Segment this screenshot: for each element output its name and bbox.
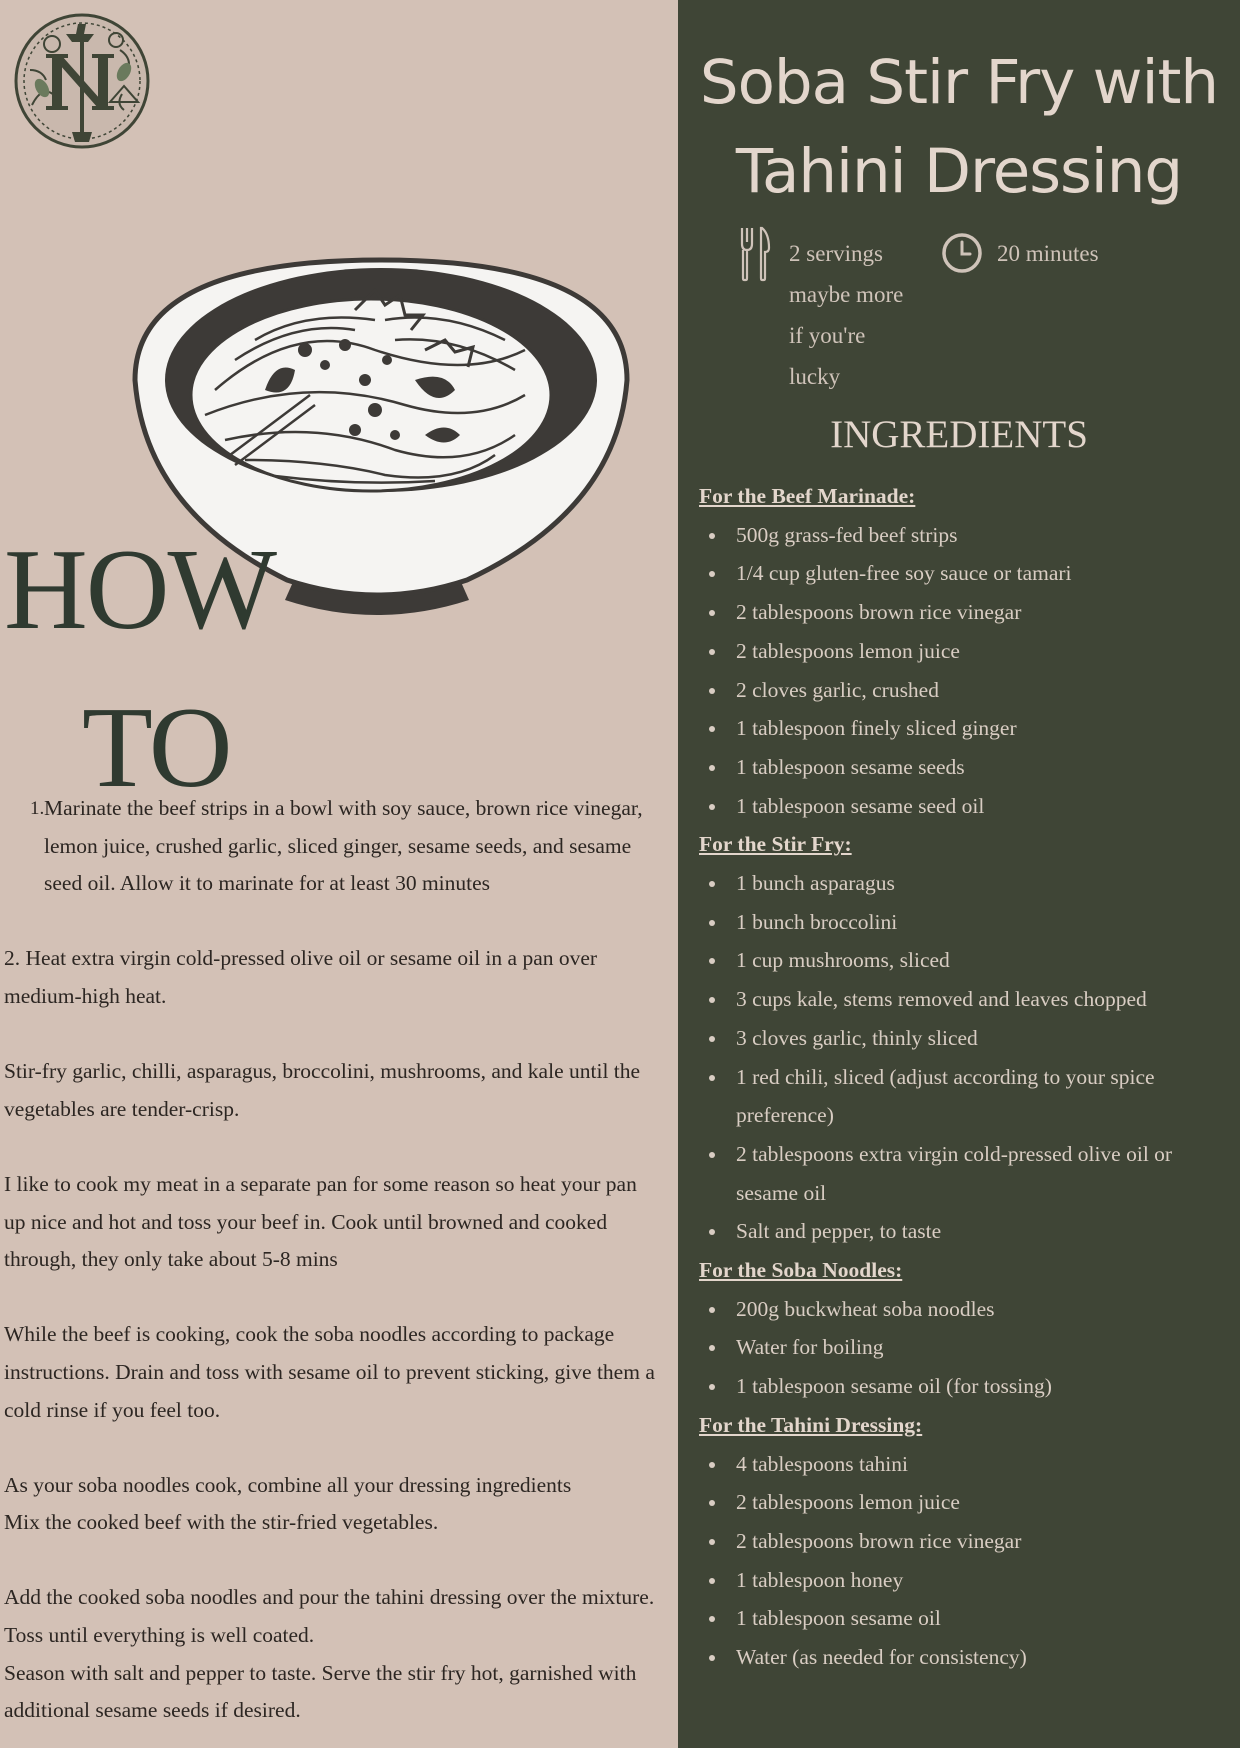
recipe-title-line-1: Soba Stir Fry with <box>699 47 1219 118</box>
servings-line-2: maybe more <box>789 282 904 307</box>
step-6-text-2: Mix the cooked beef with the stir-fried vegetables. <box>4 1510 439 1535</box>
list-item: 1 bunch asparagus <box>699 864 1219 903</box>
servings-line-4: lucky <box>789 364 841 389</box>
step-7-text: Add the cooked soba noodles and pour the tahini dressing over the mixture. Toss until everything is well coated. <box>4 1585 655 1648</box>
list-item: 2 tablespoons extra virgin cold-pressed olive oil or sesame oil <box>699 1135 1219 1212</box>
step-3-text: Stir-fry garlic, chilli, asparagus, broccolini, mushrooms, and kale until the vegetables are tender-crisp. <box>4 1059 641 1121</box>
section-title-beef-marinade: For the Beef Marinade: <box>699 484 916 508</box>
list-item: 1 tablespoon finely sliced ginger <box>699 709 1219 748</box>
list-item: 1 tablespoon sesame seeds <box>699 748 1219 787</box>
stir-fry-list <box>699 864 1219 1251</box>
list-item: 1 cup mushrooms, sliced <box>699 941 1219 980</box>
clock-icon <box>941 232 983 274</box>
section-title-tahini-dressing: For the Tahini Dressing: <box>699 1412 923 1437</box>
step-5 <box>4 1316 659 1429</box>
step-6 <box>4 1467 659 1542</box>
fork-knife-icon <box>738 226 772 282</box>
list-item: Water for boiling <box>699 1328 1219 1367</box>
list-item: 1 tablespoon sesame oil (for tossing) <box>699 1367 1219 1406</box>
list-item: 2 tablespoons lemon juice <box>699 632 1219 671</box>
step-4 <box>4 1166 659 1279</box>
list-item: 1 tablespoon sesame oil <box>699 1599 1219 1638</box>
list-item: 1 tablespoon honey <box>699 1561 1219 1600</box>
beef-marinade-list <box>699 516 1219 826</box>
servings-text <box>789 233 949 397</box>
monogram-logo-icon <box>12 10 152 152</box>
how-heading: HOW <box>4 526 276 654</box>
list-item: 1/4 cup gluten-free soy sauce or tamari <box>699 554 1219 593</box>
soba-noodles-list <box>699 1290 1219 1406</box>
tahini-dressing-list <box>699 1445 1219 1677</box>
servings-line-3: if you're <box>789 323 866 348</box>
list-item: 500g grass-fed beef strips <box>699 516 1219 555</box>
to-heading: TO <box>82 684 231 812</box>
step-2 <box>4 940 659 1015</box>
step-2-text: 2. Heat extra virgin cold-pressed olive oil or sesame oil in a pan over medium-high heat. <box>4 946 598 1008</box>
list-item: 1 tablespoon sesame seed oil <box>699 787 1219 826</box>
list-item: 2 tablespoons brown rice vinegar <box>699 593 1219 632</box>
section-title-soba-noodles: For the Soba Noodles: <box>699 1258 903 1283</box>
step-5-text: While the beef is cooking, cook the soba noodles according to package instructions. Drain and toss with sesame oil to prevent sticking, give them a cold rinse if you feel too. <box>4 1322 655 1422</box>
step-1-text: Marinate the beef strips in a bowl with soy sauce, brown rice vinegar, lemon juice, crushed garlic, sliced ginger, sesame seeds, and sesame seed oil. Allow it to marinate for at least 30 minutes <box>44 796 643 896</box>
list-item: 1 bunch broccolini <box>699 903 1219 942</box>
step-7 <box>4 1579 659 1729</box>
section-title-stir-fry: For the Stir Fry: <box>699 832 852 857</box>
step-6-text: As your soba noodles cook, combine all your dressing ingredients <box>4 1472 572 1497</box>
list-item: Salt and pepper, to taste <box>699 1212 1219 1251</box>
list-item: Water (as needed for consistency) <box>699 1638 1219 1677</box>
list-item: 4 tablespoons tahini <box>699 1445 1219 1484</box>
list-item: 2 tablespoons lemon juice <box>699 1483 1219 1522</box>
list-item: 2 tablespoons brown rice vinegar <box>699 1522 1219 1561</box>
step-3 <box>4 1053 659 1128</box>
recipe-title <box>678 38 1240 216</box>
list-item: 3 cloves garlic, thinly sliced <box>699 1019 1219 1058</box>
step-1 <box>4 790 659 903</box>
ingredients-heading: INGREDIENTS <box>830 413 1088 456</box>
step-4-text: I like to cook my meat in a separate pan for some reason so heat your pan up nice and hot and toss your beef in. Cook until browned and cooked through, they only take about 5-8 mins <box>4 1171 637 1272</box>
time-text: 20 minutes <box>997 241 1099 266</box>
list-item: 1 red chili, sliced (adjust according to your spice preference) <box>699 1058 1219 1135</box>
list-item: 200g buckwheat soba noodles <box>699 1290 1219 1329</box>
method-steps <box>4 790 659 1730</box>
step-7-text-2: Season with salt and pepper to taste. Serve the stir fry hot, garnished with additional sesame seeds if desired. <box>4 1660 637 1723</box>
list-item: 2 cloves garlic, crushed <box>699 671 1219 710</box>
list-item: 3 cups kale, stems removed and leaves chopped <box>699 980 1219 1019</box>
step-1-number: 1. <box>30 798 45 819</box>
recipe-title-line-2: Tahini Dressing <box>735 136 1183 207</box>
ingredients-list <box>699 477 1219 1677</box>
servings-line-1: 2 servings <box>789 241 883 266</box>
